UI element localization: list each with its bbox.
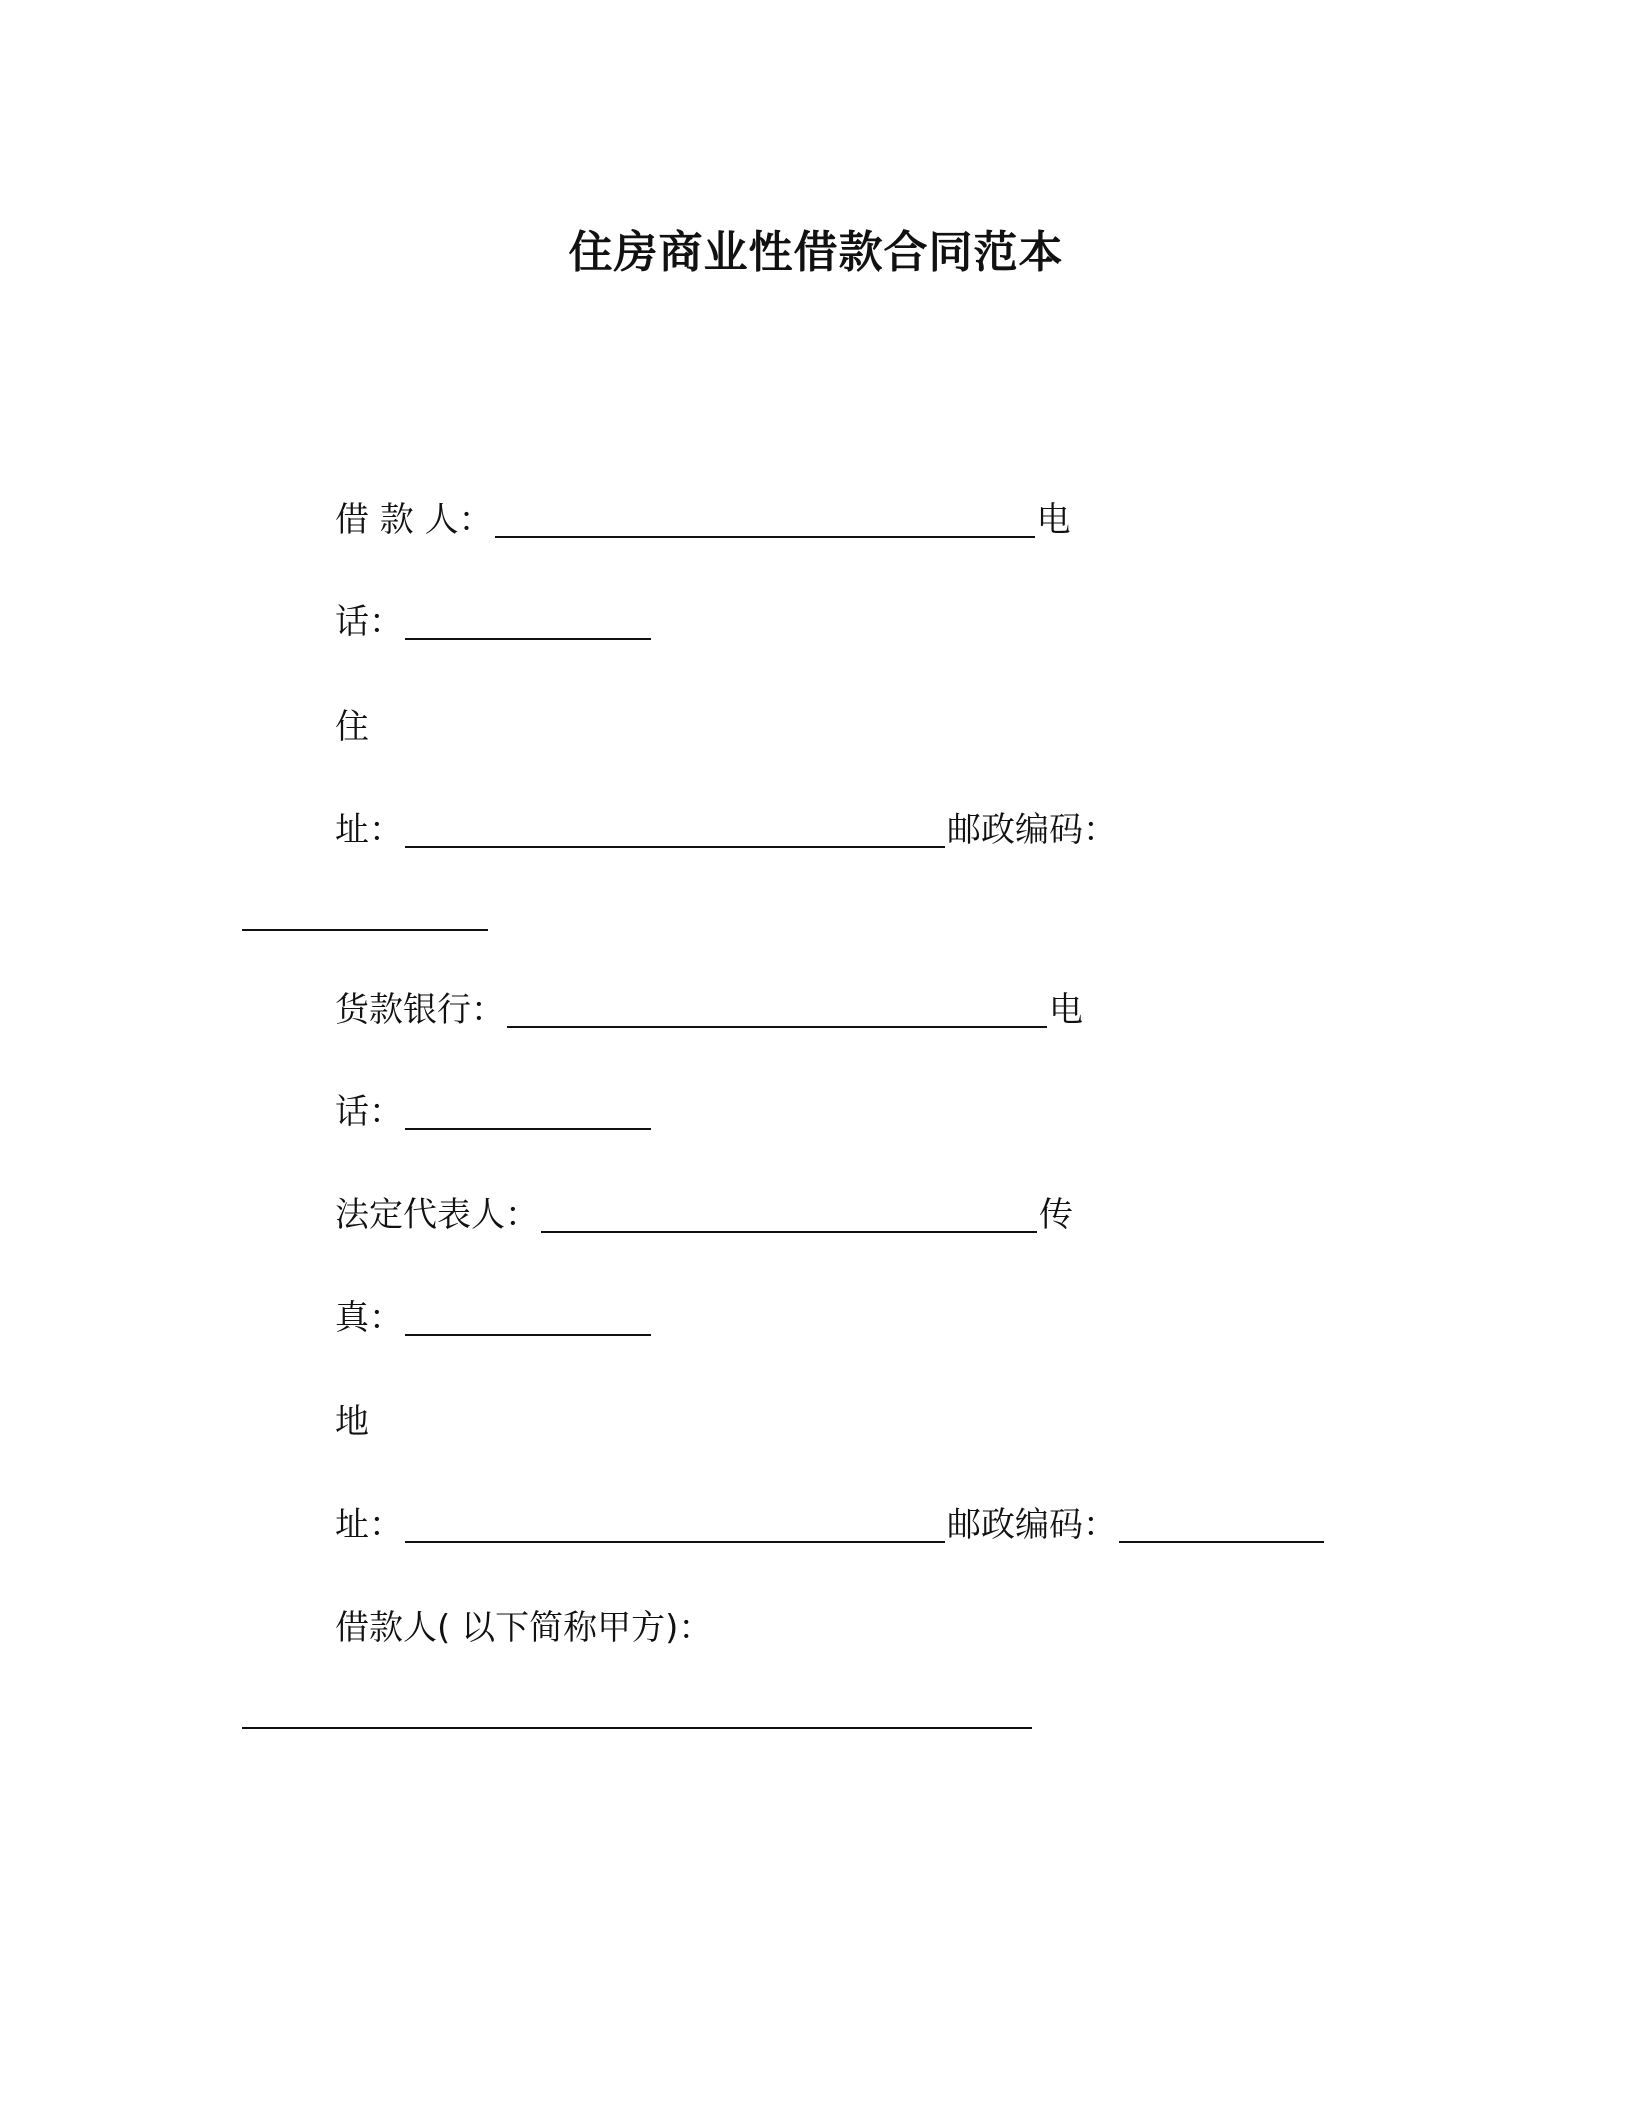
bank-tel-part1: 电 [1049, 990, 1083, 1030]
borrower-postcode-row [240, 895, 490, 935]
borrower-address-blank[interactable] [405, 812, 945, 848]
borrower-tel-row [335, 600, 653, 644]
borrower-blank[interactable] [495, 502, 1035, 538]
bank-address-label-row [335, 1400, 369, 1444]
party-a-blank[interactable] [242, 1693, 1032, 1729]
bank-row [335, 988, 1083, 1032]
address-label-part2: 址： [335, 810, 403, 850]
party-a-label: 借款人( 以下简称甲方)： [335, 1608, 713, 1648]
tel-label-part1: 电 [1036, 500, 1071, 540]
fax-part2: 真： [335, 1298, 403, 1338]
party-a-row [335, 1606, 712, 1650]
bank-tel-row [335, 1090, 653, 1134]
bank-tel-blank[interactable] [405, 1094, 651, 1130]
bank-tel-part2: 话： [335, 1092, 403, 1132]
bank-address-row [335, 1503, 1326, 1547]
legal-rep-row [335, 1193, 1073, 1237]
bank-blank[interactable] [507, 992, 1047, 1028]
borrower-tel-blank[interactable] [405, 604, 651, 640]
borrower-row [335, 498, 1071, 542]
bank-address-blank[interactable] [405, 1507, 945, 1543]
document-title: 住房商业性借款合同范本 [568, 227, 1064, 278]
fax-blank[interactable] [405, 1300, 651, 1336]
borrower-postcode-blank[interactable] [242, 895, 488, 931]
tel-label-part2: 话： [335, 602, 403, 642]
legal-rep-blank[interactable] [541, 1197, 1037, 1233]
bank-label: 货款银行： [335, 990, 505, 1030]
fax-row [335, 1296, 653, 1340]
bank-postcode-blank[interactable] [1119, 1507, 1324, 1543]
bank-postcode-label: 邮政编码： [947, 1505, 1117, 1545]
borrower-address-row [335, 808, 1117, 852]
postcode-label: 邮政编码： [947, 810, 1117, 850]
legal-rep-label: 法定代表人： [335, 1195, 539, 1235]
bank-address-part1: 地 [335, 1402, 369, 1442]
address-label-part1: 住 [335, 707, 369, 747]
fax-part1: 传 [1039, 1195, 1073, 1235]
borrower-label: 借 款 人： [335, 500, 493, 540]
address-label-row [335, 705, 369, 749]
bank-address-part2: 址： [335, 1505, 403, 1545]
party-a-blank-row [240, 1693, 1034, 1733]
